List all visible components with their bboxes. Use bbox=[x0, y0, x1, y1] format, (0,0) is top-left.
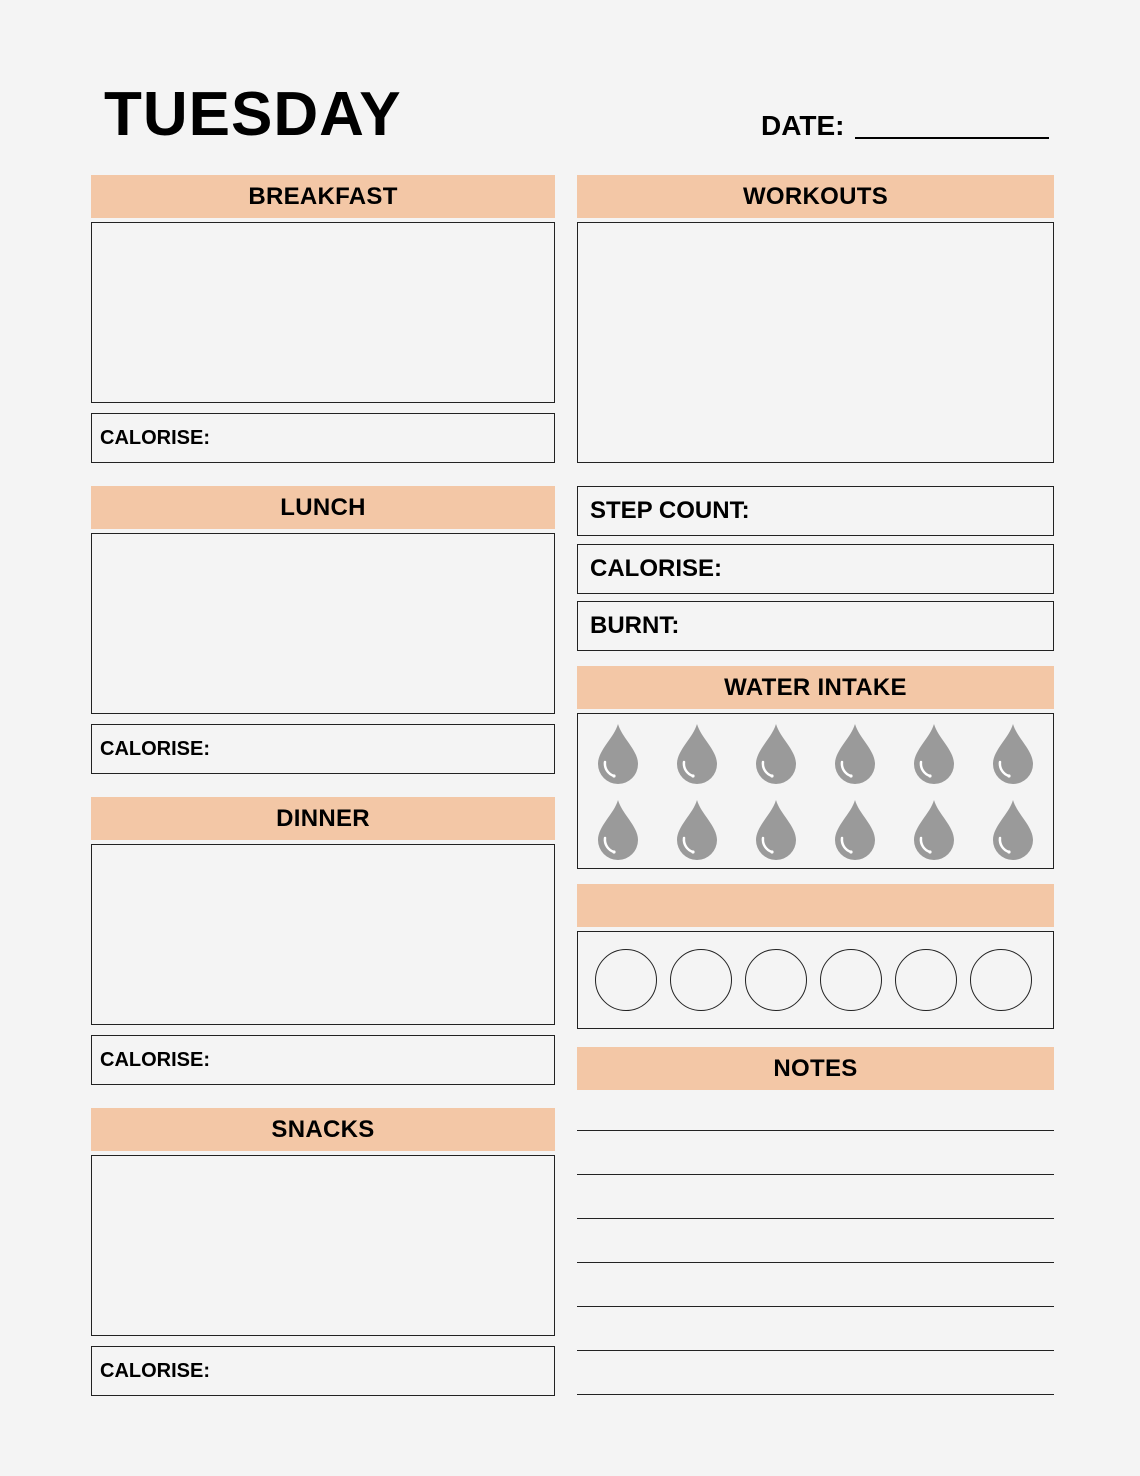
water-drop-icon[interactable] bbox=[833, 798, 877, 860]
tracker-circle[interactable] bbox=[595, 949, 657, 1011]
note-line[interactable] bbox=[577, 1262, 1054, 1263]
notes-area bbox=[577, 1092, 1054, 1402]
tracker-circle[interactable] bbox=[970, 949, 1032, 1011]
water-intake-box bbox=[577, 713, 1054, 869]
date-label: DATE: bbox=[761, 110, 845, 141]
note-line[interactable] bbox=[577, 1174, 1054, 1175]
lunch-calories-label: CALORISE: bbox=[100, 737, 210, 760]
water-drop-icon[interactable] bbox=[991, 798, 1035, 860]
step-count-label: STEP COUNT: bbox=[590, 497, 750, 524]
dinner-calories-field[interactable] bbox=[91, 1035, 555, 1085]
water-drop-icon[interactable] bbox=[596, 798, 640, 860]
water-drop-icon[interactable] bbox=[912, 798, 956, 860]
tracker-circle[interactable] bbox=[895, 949, 957, 1011]
tracker-circle[interactable] bbox=[820, 949, 882, 1011]
snacks-entry-box[interactable] bbox=[91, 1155, 555, 1336]
lunch-header: LUNCH bbox=[91, 486, 555, 529]
lunch-calories-field[interactable] bbox=[91, 724, 555, 774]
snacks-calories-label: CALORISE: bbox=[100, 1359, 210, 1382]
burnt-field[interactable] bbox=[577, 601, 1054, 651]
note-line[interactable] bbox=[577, 1306, 1054, 1307]
tracker-header bbox=[577, 884, 1054, 927]
workouts-entry-box[interactable] bbox=[577, 222, 1054, 463]
burnt-label: BURNT: bbox=[590, 612, 680, 639]
breakfast-calories-field[interactable] bbox=[91, 413, 555, 463]
notes-header: NOTES bbox=[577, 1047, 1054, 1090]
lunch-entry-box[interactable] bbox=[91, 533, 555, 714]
water-drop-icon[interactable] bbox=[833, 722, 877, 784]
tracker-box bbox=[577, 931, 1054, 1029]
tracker-circle[interactable] bbox=[670, 949, 732, 1011]
breakfast-header: BREAKFAST bbox=[91, 175, 555, 218]
water-drop-icon[interactable] bbox=[675, 798, 719, 860]
note-line[interactable] bbox=[577, 1218, 1054, 1219]
water-drop-icon[interactable] bbox=[754, 722, 798, 784]
water-drop-icon[interactable] bbox=[596, 722, 640, 784]
note-line[interactable] bbox=[577, 1130, 1054, 1131]
dinner-calories-label: CALORISE: bbox=[100, 1048, 210, 1071]
snacks-header: SNACKS bbox=[91, 1108, 555, 1151]
workout-calories-field[interactable] bbox=[577, 544, 1054, 594]
breakfast-calories-label: CALORISE: bbox=[100, 426, 210, 449]
date-input-line[interactable] bbox=[855, 137, 1049, 139]
page-title: TUESDAY bbox=[104, 80, 402, 149]
water-drop-icon[interactable] bbox=[754, 798, 798, 860]
workout-calories-label: CALORISE: bbox=[590, 555, 722, 582]
snacks-calories-field[interactable] bbox=[91, 1346, 555, 1396]
tracker-circle[interactable] bbox=[745, 949, 807, 1011]
workouts-header: WORKOUTS bbox=[577, 175, 1054, 218]
dinner-header: DINNER bbox=[91, 797, 555, 840]
water-drop-icon[interactable] bbox=[912, 722, 956, 784]
note-line[interactable] bbox=[577, 1394, 1054, 1395]
note-line[interactable] bbox=[577, 1350, 1054, 1351]
dinner-entry-box[interactable] bbox=[91, 844, 555, 1025]
water-drop-icon[interactable] bbox=[675, 722, 719, 784]
water-drop-icon[interactable] bbox=[991, 722, 1035, 784]
breakfast-entry-box[interactable] bbox=[91, 222, 555, 403]
step-count-field[interactable] bbox=[577, 486, 1054, 536]
water-intake-header: WATER INTAKE bbox=[577, 666, 1054, 709]
